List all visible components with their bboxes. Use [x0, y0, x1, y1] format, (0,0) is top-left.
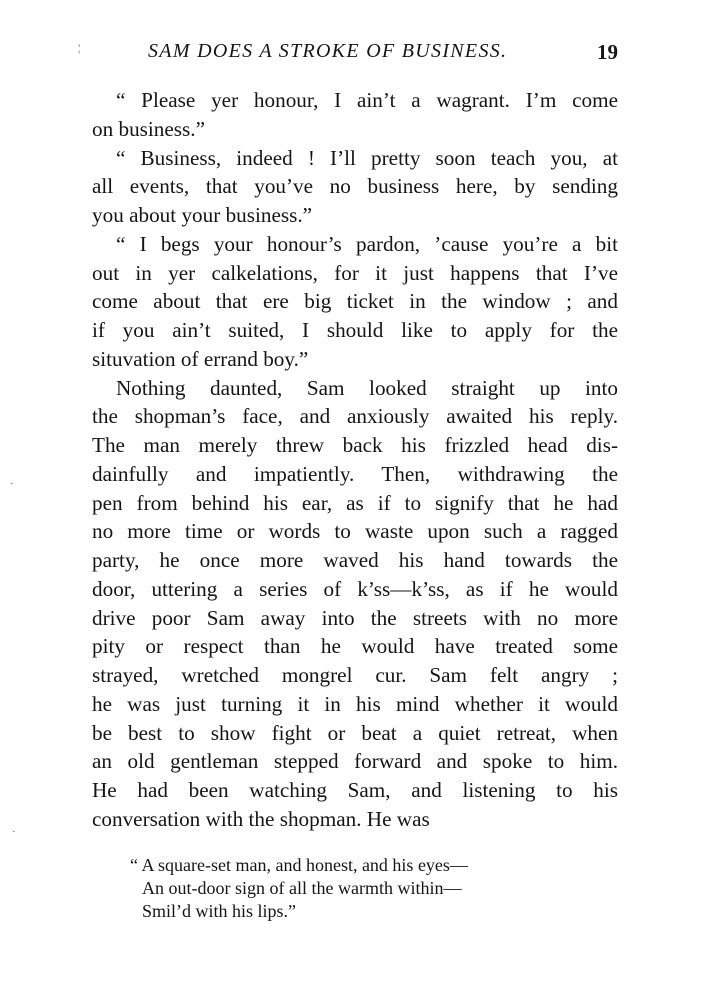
margin-mark-top: ¦: [78, 42, 81, 54]
text-line: dainfully and impatiently. Then, withdrawing the: [92, 461, 618, 486]
text-line: drive poor Sam away into the streets with no more: [92, 605, 618, 630]
text-line: pity or respect than he would have treated some: [92, 634, 618, 659]
text-line: strayed, wretched mongrel cur. Sam felt angry ;: [92, 663, 618, 687]
text-line: all events, that you’ve no business here, by sending: [92, 174, 618, 199]
text-line: an old gentleman stepped forward and spoke to him.: [92, 749, 618, 774]
text-line: on business.”: [92, 116, 205, 141]
text-line: pen from behind his ear, as if to signify that he had: [92, 490, 618, 515]
text-line: The man merely threw back his frizzled head dis-: [92, 433, 618, 457]
text-line: situvation of errand boy.”: [92, 346, 309, 371]
text-line: he was just turning it in his mind whether it would: [92, 691, 618, 716]
text-line: door, uttering a series of k’ss—k’ss, as if he would: [92, 576, 618, 601]
text-line: be best to show fight or beat a quiet retreat, when: [92, 720, 618, 745]
text-line: come about that ere big ticket in the window ; and: [92, 289, 618, 314]
text-line: “ Business, indeed ! I’ll pretty soon teach you, at: [116, 145, 618, 170]
running-title: SAM DOES A STROKE OF BUSINESS.: [148, 40, 508, 62]
verse-line: “ A square-set man, and honest, and his eyes—: [130, 855, 468, 875]
text-line: party, he once more waved his hand towards the: [92, 548, 618, 572]
text-line: out in yer calkelations, for it just happens that I’ve: [92, 260, 618, 285]
text-line: He had been watching Sam, and listening to his: [92, 778, 618, 802]
verse-line: Smil’d with his lips.”: [142, 901, 297, 921]
margin-mark-lower: ·: [12, 826, 16, 838]
verse-line: An out-door sign of all the warmth within—: [142, 878, 462, 898]
text-line: Nothing daunted, Sam looked straight up into: [116, 375, 618, 400]
page-number: 19: [597, 40, 618, 64]
page-header: [92, 40, 618, 70]
text-line: “ I begs your honour’s pardon, ’cause you’re a bit: [116, 231, 618, 256]
text-line: no more time or words to waste upon such a ragged: [92, 519, 618, 544]
verse-quotation: [130, 854, 550, 923]
text-line: the shopman’s face, and anxiously awaited his reply.: [92, 404, 618, 429]
text-line: if you ain’t suited, I should like to apply for the: [92, 318, 618, 342]
body-text: [92, 86, 618, 834]
margin-mark-middle: ·: [10, 478, 14, 490]
text-line: you about your business.”: [92, 203, 313, 227]
text-line: conversation with the shopman. He was: [92, 806, 430, 831]
text-line: “ Please yer honour, I ain’t a wagrant. I’m come: [116, 88, 618, 112]
